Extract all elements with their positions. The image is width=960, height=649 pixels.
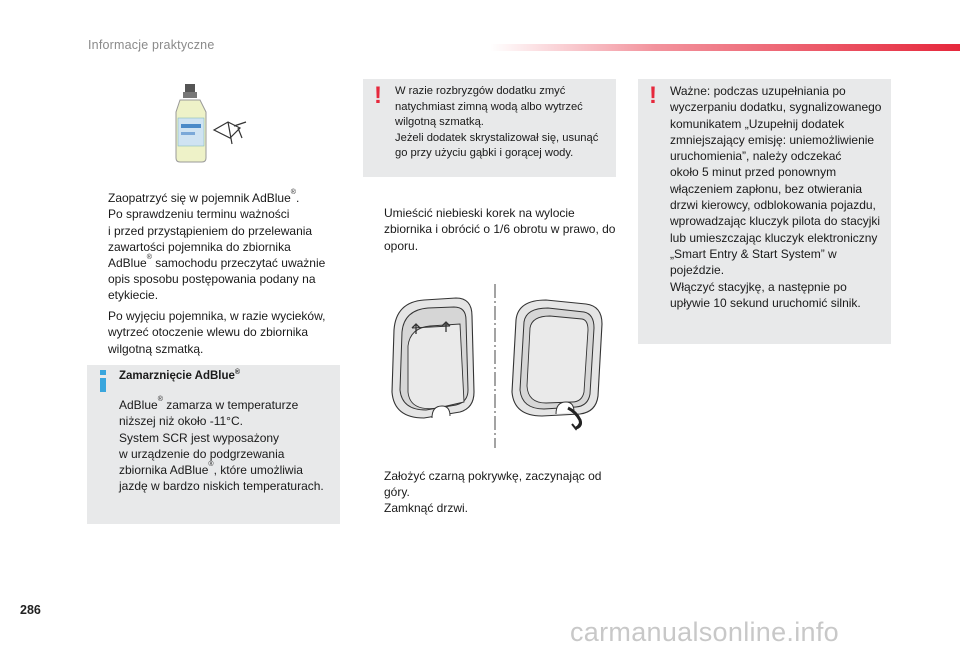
- adblue-bottle-illustration: [168, 82, 254, 164]
- section-title: Informacje praktyczne: [88, 38, 215, 52]
- instruction-black-cover: Założyć czarną pokrywkę, zaczynając od góry.: [384, 469, 602, 500]
- info-box-title: Zamarznięcie AdBlue®: [119, 369, 241, 382]
- cap-fitting-illustration: [380, 282, 615, 450]
- header-accent-bar: [490, 44, 960, 51]
- instruction-wipe-spills: Po wyjęciu pojemnika, w razie wycieków, wytrzeć otoczenie wlewu do zbiornika wilgotną szmatką.: [108, 309, 326, 356]
- instruction-get-container: Zaopatrzyć się w pojemnik AdBlue®. Po sprawdzeniu terminu ważności i przed przystąpieniem do przelewania zawartości pojemnika do zbiornika AdBlue® samochodu przeczytać uważnie opis sposobu postępowania podany na etykiecie.: [108, 189, 326, 303]
- warning-exclamation-icon: !: [649, 82, 657, 109]
- instruction-close-door: Zamknąć drzwi.: [384, 501, 469, 516]
- warning-box-splash-text: W razie rozbryzgów dodatku zmyć natychmiast zimną wodą albo wytrzeć wilgotną szmatką. Jeżeli dodatek skrystalizował się, usunąć go przy użyciu gąbki i gorącej wody.: [395, 85, 599, 160]
- info-icon: [100, 370, 106, 392]
- warning-exclamation-icon: !: [374, 82, 382, 109]
- page-number: 286: [20, 603, 41, 617]
- info-box-text: AdBlue® zamarza w temperaturze niższej niż około -11°C. System SCR jest wyposażony w urządzenie do podgrzewania zbiornika AdBlue®, które umożliwia jazdę w bardzo niskich temperaturach.: [119, 396, 324, 494]
- watermark: carmanualsonline.info: [570, 617, 839, 647]
- instruction-blue-cap: Umieścić niebieski korek na wylocie zbiornika i obrócić o 1/6 obrotu w prawo, do oporu.: [384, 206, 616, 253]
- warning-box-important-text: Ważne: podczas uzupełniania po wyczerpaniu dodatku, sygnalizowanego komunikatem „Uzupełnij dodatek zmniejszający emisję: uniemożliwienie uruchomienia”, należy odczekać około 5 minut przed ponownym włączeniem zapłonu, bez otwierania drzwi kierowcy, odblokowania pojazdu, wprowadzając kluczyk pilota do stacyjki lub umieszczając kluczyk elektroniczny „Smart Entry & Start System” w pojeździe. Włączyć stacyjkę, a następnie po upływie 10 sekund uruchomić silnik.: [670, 84, 882, 310]
